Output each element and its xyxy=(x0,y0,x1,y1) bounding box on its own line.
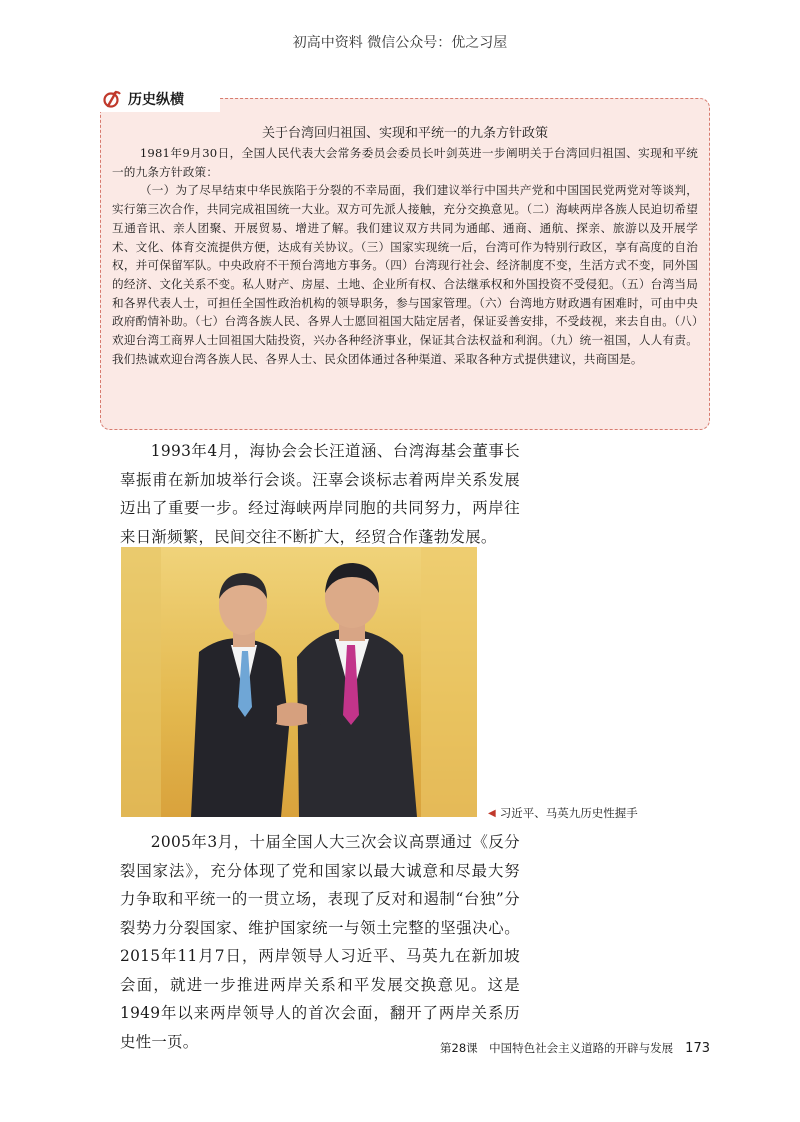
sidebar-body: （一）为了尽早结束中华民族陷于分裂的不幸局面，我们建议举行中国共产党和中国国民党两党对等谈判，实行第三次合作，共同完成祖国统一大业。双方可先派人接触，充分交换意见。（二）海峡两岸各族人民迫切希望互通音讯、亲人团聚、开展贸易、增进了解。我们建议双方共同为通邮、通商、通航、探亲、旅游以及开展学术、文化、体育交流提供方便，达成有关协议。（三）国家实现统一后，台湾可作为特别行政区，享有高度的自治权，并可保留军队。中央政府不干预台湾地方事务。（四）台湾现行社会、经济制度不变，生活方式不变，同外国的经济、文化关系不变。私人财产、房屋、土地、企业所有权、合法继承权和外国投资不受侵犯。（五）台湾当局和各界代表人士，可担任全国性政治机构的领导职务，参与国家管理。（六）台湾地方财政遇有困难时，可由中央政府酌情补助。（七）台湾各族人民、各界人士愿回祖国大陆定居者，保证妥善安排，不受歧视，来去自由。（八）欢迎台湾工商界人士回祖国大陆投资，兴办各种经济事业，保证其合法权益和利润。（九）统一祖国，人人有责。我们热诚欢迎台湾各族人民、各界人士、民众团体通过各种渠道、采取各种方式提供建议，共商国是。 xyxy=(112,183,698,366)
sidebar-tab-label: 历史纵横 xyxy=(128,92,184,108)
sidebar-intro: 1981年9月30日，全国人民代表大会常务委员会委员长叶剑英进一步阐明关于台湾回归祖国、实现和平统一的九条方针政策： xyxy=(112,146,698,179)
paragraph-2005: 2005年3月，十届全国人大三次会议高票通过《反分裂国家法》，充分体现了党和国家以最大诚意和尽最大努力争取和平统一的一贯立场，表现了反对和遏制“台独”分裂势力分裂国家、维护国家统一与领土完整的坚强决心。2015年11月7日，两岸领导人习近平、马英九在新加坡会面，就进一步推进两岸关系和平发展交换意见。这是1949年以来两岸领导人的首次会面，翻开了两岸关系历史性一页。 xyxy=(120,833,520,1051)
paragraph-1993: 1993年4月，海协会会长汪道涵、台湾海基会董事长辜振甫在新加坡举行会谈。汪辜会谈标志着两岸关系发展迈出了重要一步。经过海峡两岸同胞的共同努力，两岸往来日渐频繁，民间交往不断扩大，经贸合作蓬勃发展。 xyxy=(120,442,520,546)
handshake-photo xyxy=(121,547,477,817)
photo-caption xyxy=(488,805,638,821)
footer-lesson-title: 第28课 中国特色社会主义道路的开辟与发展 xyxy=(440,1041,674,1055)
photo-caption-text: 习近平、马英九历史性握手 xyxy=(499,806,638,820)
sidebar-title: 关于台湾回归祖国、实现和平统一的九条方针政策 xyxy=(261,126,548,141)
history-swirl-icon xyxy=(102,89,122,109)
sidebar-tab xyxy=(96,86,220,112)
watermark-header: 初高中资料 微信公众号：优之习屋 xyxy=(292,35,508,51)
page-footer xyxy=(400,1040,710,1056)
page-number: 173 xyxy=(685,1041,710,1056)
handshake-illustration xyxy=(121,547,477,817)
sidebar-content xyxy=(112,118,698,368)
triangle-left-icon: ◀ xyxy=(488,807,496,819)
